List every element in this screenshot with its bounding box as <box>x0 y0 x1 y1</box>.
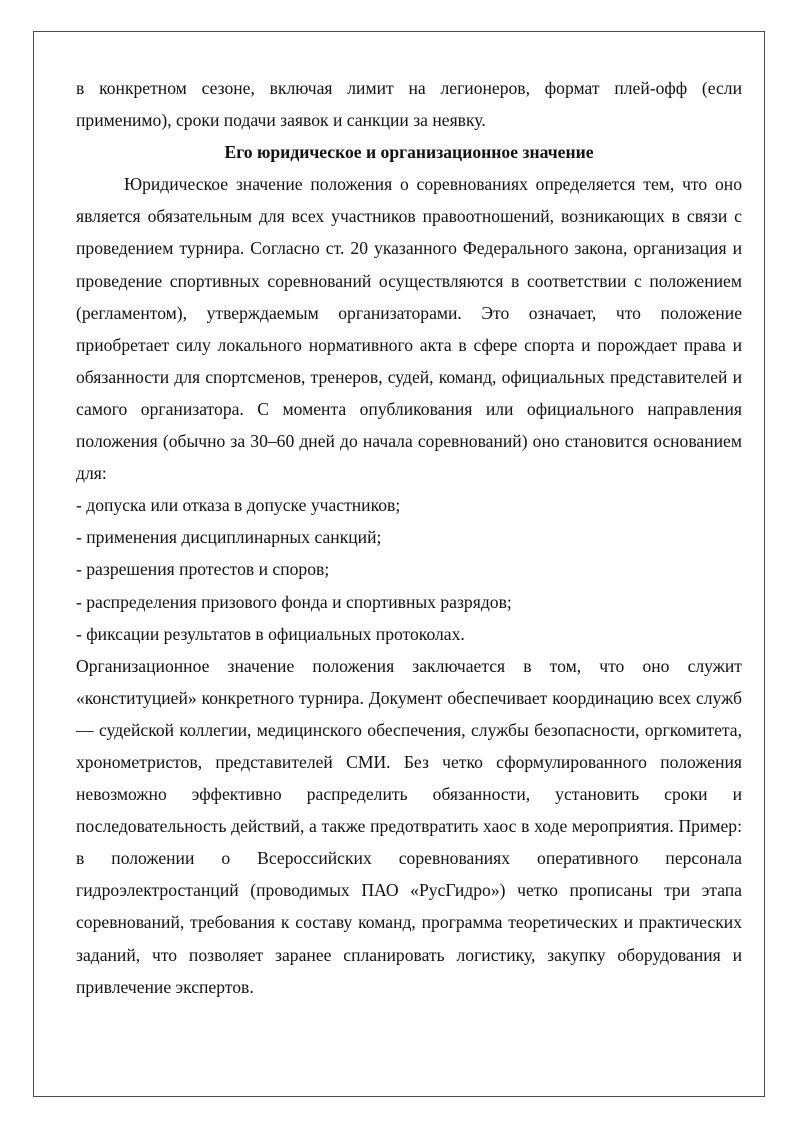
list-item: - допуска или отказа в допуске участников; <box>76 495 401 516</box>
list-item: - распределения призового фонда и спортивных разрядов; <box>76 591 512 612</box>
list-item: - разрешения протестов и споров; <box>76 559 330 580</box>
paragraph-organizational-significance: Организационное значение положения заключается в том, что оно служит «конституцией» конкретного турнира. Документ обеспечивает координацию всех служб — судейской коллегии, медицинского обеспечения, службы безопасности, оргкомитета, хронометристов, представителей СМИ. Без четко сформулированного положения невозможно эффективно распределить обязанности, установить сроки и последовательность действий, а также предотвратить хаос в ходе мероприятия. Пример: в положении о Всероссийских соревнованиях оперативного персонала гидроэлектростанций (проводимых ПАО «РусГидро») четко прописаны три этапа соревнований, требования к составу команд, программа теоретических и практических заданий, что позволяет заранее спланировать логистику, закупку оборудования и привлечение экспертов. <box>76 655 742 997</box>
list-item: - применения дисциплинарных санкций; <box>76 527 382 548</box>
section-heading: Его юридическое и организационное значение <box>224 142 594 163</box>
list-item: - фиксации результатов в официальных протоколах. <box>76 623 465 644</box>
paragraph-continuation: в конкретном сезоне, включая лимит на легионеров, формат плей-офф (если применимо), сроки подачи заявок и санкции за неявку. <box>76 78 742 131</box>
paragraph-legal-significance: Юридическое значение положения о соревнованиях определяется тем, что оно является обязательным для всех участников правоотношений, возникающих в связи с проведением турнира. Согласно ст. 20 указанного Федерального закона, организация и проведение спортивных соревнований осуществляются в соответствии с положением (регламентом), утверждаемым организаторами. Это означает, что положение приобретает силу локального нормативного акта в сфере спорта и порождает права и обязанности для спортсменов, тренеров, судей, команд, официальных представителей и самого организатора. С момента опубликования или официального направления положения (обычно за 30–60 дней до начала соревнований) оно становится основанием для: <box>76 174 742 484</box>
document-body <box>76 72 742 1003</box>
